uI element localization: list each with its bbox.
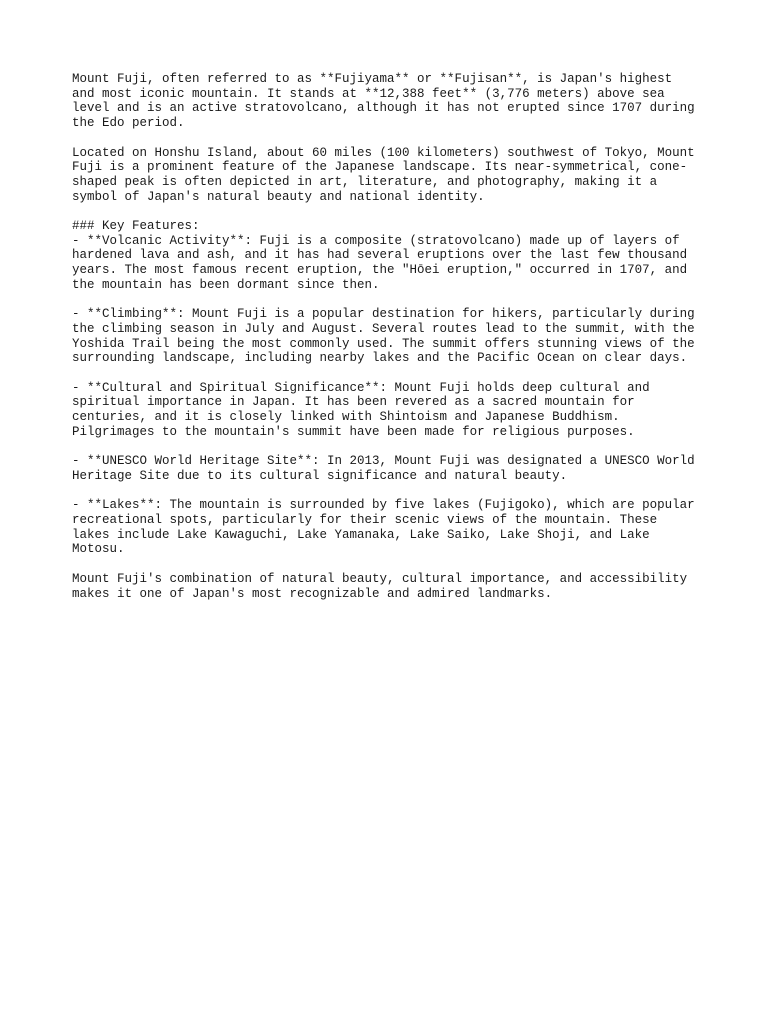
conclusion-paragraph: Mount Fuji's combination of natural beauty, cultural importance, and accessibility makes it one of Japan's most recognizable and admired landmarks. bbox=[72, 571, 688, 601]
feature-volcanic-activity: - **Volcanic Activity**: Fuji is a composite (stratovolcano) made up of layers of hardened lava and ash, and it has had several eruptions over the last few thousand years. The most famous recent eruption, the "Hōei eruption," occurred in 1707, and the mountain has been dormant since then. bbox=[72, 233, 688, 292]
key-features-heading: ### Key Features: bbox=[72, 219, 200, 233]
feature-cultural-significance: - **Cultural and Spiritual Significance**: Mount Fuji holds deep cultural and spiritual importance in Japan. It has been revered as a sacred mountain for centuries, and it is closely linked with Shintoism and Japanese Buddhism. Pilgrimages to the mountain's summit have been made for religious purposes. bbox=[72, 380, 650, 439]
feature-lakes: - **Lakes**: The mountain is surrounded by five lakes (Fujigoko), which are popular recreational spots, particularly for their scenic views of the mountain. These lakes include Lake Kawaguchi, Lake Yamanaka, Lake Saiko, Lake Shoji, and Lake Motosu. bbox=[72, 498, 695, 557]
document-body bbox=[72, 72, 702, 616]
location-paragraph: Located on Honshu Island, about 60 miles (100 kilometers) southwest of Tokyo, Mount Fuji is a prominent feature of the Japanese landscape. Its near-symmetrical, cone- shaped peak is often depicted in art, literature, and photography, making it a symbol of Japan's natural beauty and national identity. bbox=[72, 145, 695, 204]
intro-paragraph: Mount Fuji, often referred to as **Fujiyama** or **Fujisan**, is Japan's highest and most iconic mountain. It stands at **12,388 feet** (3,776 meters) above sea level and is an active stratovolcano, although it has not erupted since 1707 during the Edo period. bbox=[72, 72, 695, 131]
feature-climbing: - **Climbing**: Mount Fuji is a popular destination for hikers, particularly during the climbing season in July and August. Several routes lead to the summit, with the Yoshida Trail being the most commonly used. The summit offers stunning views of the surrounding landscape, including nearby lakes and the Pacific Ocean on clear days. bbox=[72, 307, 695, 366]
feature-unesco-site: - **UNESCO World Heritage Site**: In 2013, Mount Fuji was designated a UNESCO World Heritage Site due to its cultural significance and natural beauty. bbox=[72, 454, 695, 483]
